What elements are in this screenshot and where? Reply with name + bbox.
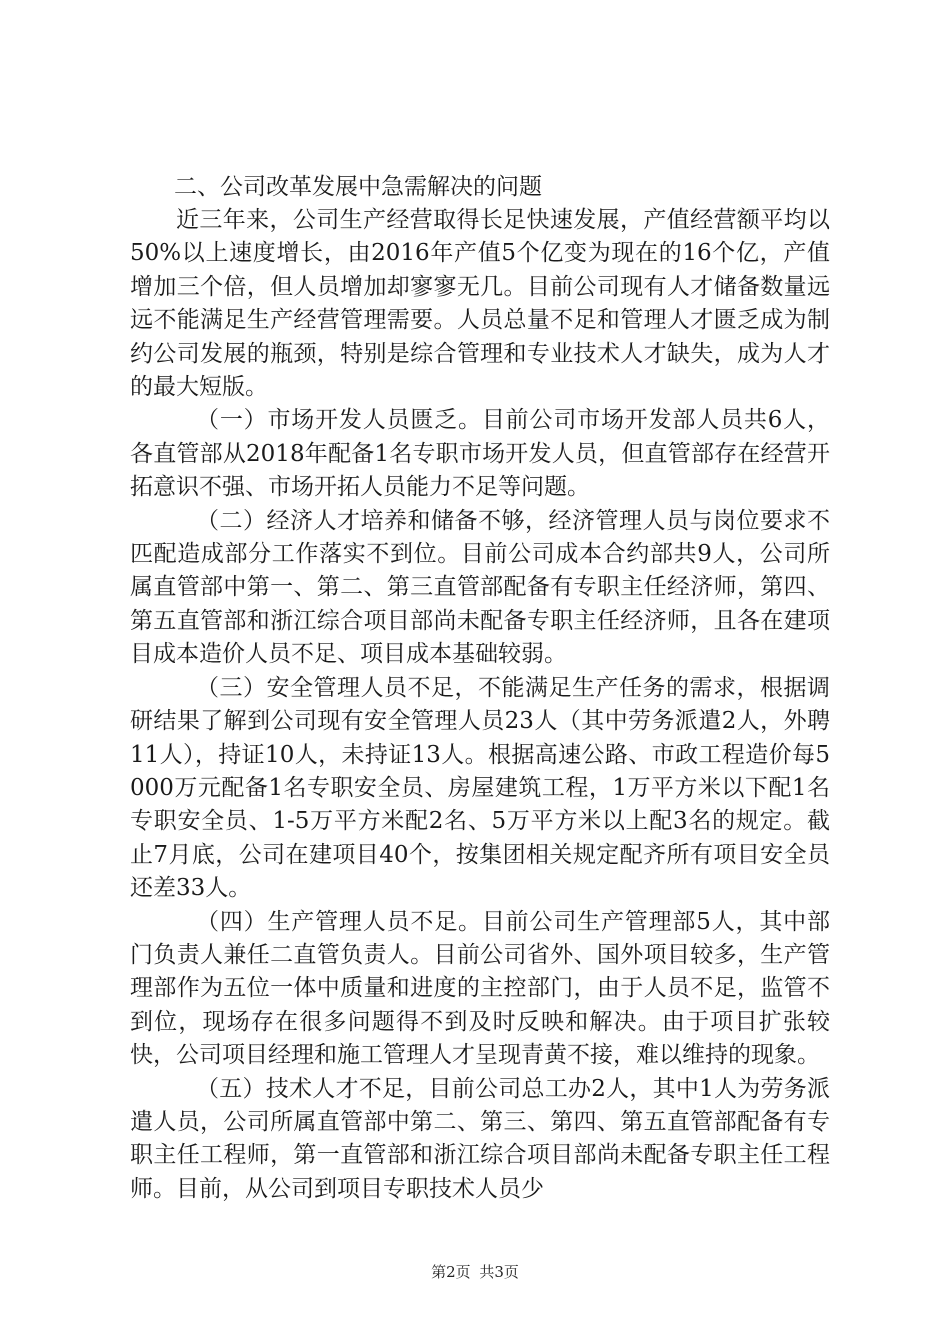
document-body [130,170,830,1206]
page-footer [0,1262,950,1282]
section-heading: 二、公司改革发展中急需解决的问题 [174,174,542,200]
page-number: 第2页 [431,1263,471,1281]
paragraph-market-development: （一）市场开发人员匮乏。目前公司市场开发部人员共6人，各直管部从2018年配备1名专职市场开发人员，但直管部存在经营开拓意识不强、市场开拓人员能力不足等问题。 [130,407,830,501]
paragraph-production-management: （四）生产管理人员不足。目前公司生产管理部5人，其中部门负责人兼任二直管负责人。目前公司省外、国外项目较多，生产管理部作为五位一体中质量和进度的主控部门，由于人员不足，监管不到位，现场存在很多问题得不到及时反映和解决。由于项目扩张较快，公司项目经理和施工管理人才呈现青黄不接，难以维持的现象。 [130,908,830,1069]
paragraph-technical-talent: （五）技术人才不足，目前公司总工办2人，其中1人为劳务派遣人员，公司所属直管部中第二、第三、第四、第五直管部配备有专职主任工程师，第一直管部和浙江综合项目部尚未配备专职主任工程师。目前，从公司到项目专职技术人员少 [130,1075,830,1202]
page-total: 共3页 [479,1263,519,1281]
paragraph-intro: 近三年来，公司生产经营取得长足快速发展，产值经营额平均以50%以上速度增长，由2016年产值5个亿变为现在的16个亿，产值增加三个倍，但人员增加却寥寥无几。目前公司现有人才储备数量远远不能满足生产经营管理需要。人员总量不足和管理人才匮乏成为制约公司发展的瓶颈，特别是综合管理和专业技术人才缺失，成为人才的最大短版。 [130,207,830,401]
paragraph-safety-management: （三）安全管理人员不足，不能满足生产任务的需求，根据调研结果了解到公司现有安全管理人员23人（其中劳务派遣2人，外聘11人），持证10人，未持证13人。根据高速公路、市政工程造价每5000万元配备1名专职安全员、房屋建筑工程，1万平方米以下配1名专职安全员、1-5万平方米配2名、5万平方米以上配3名的规定。截止7月底，公司在建项目40个，按集团相关规定配齐所有项目安全员还差33人。 [130,674,830,902]
paragraph-economic-talent: （二）经济人才培养和储备不够，经济管理人员与岗位要求不匹配造成部分工作落实不到位。目前公司成本合约部共9人，公司所属直管部中第一、第二、第三直管部配备有专职主任经济师，第四、第五直管部和浙江综合项目部尚未配备专职主任经济师，且各在建项目成本造价人员不足、项目成本基础较弱。 [130,507,830,668]
